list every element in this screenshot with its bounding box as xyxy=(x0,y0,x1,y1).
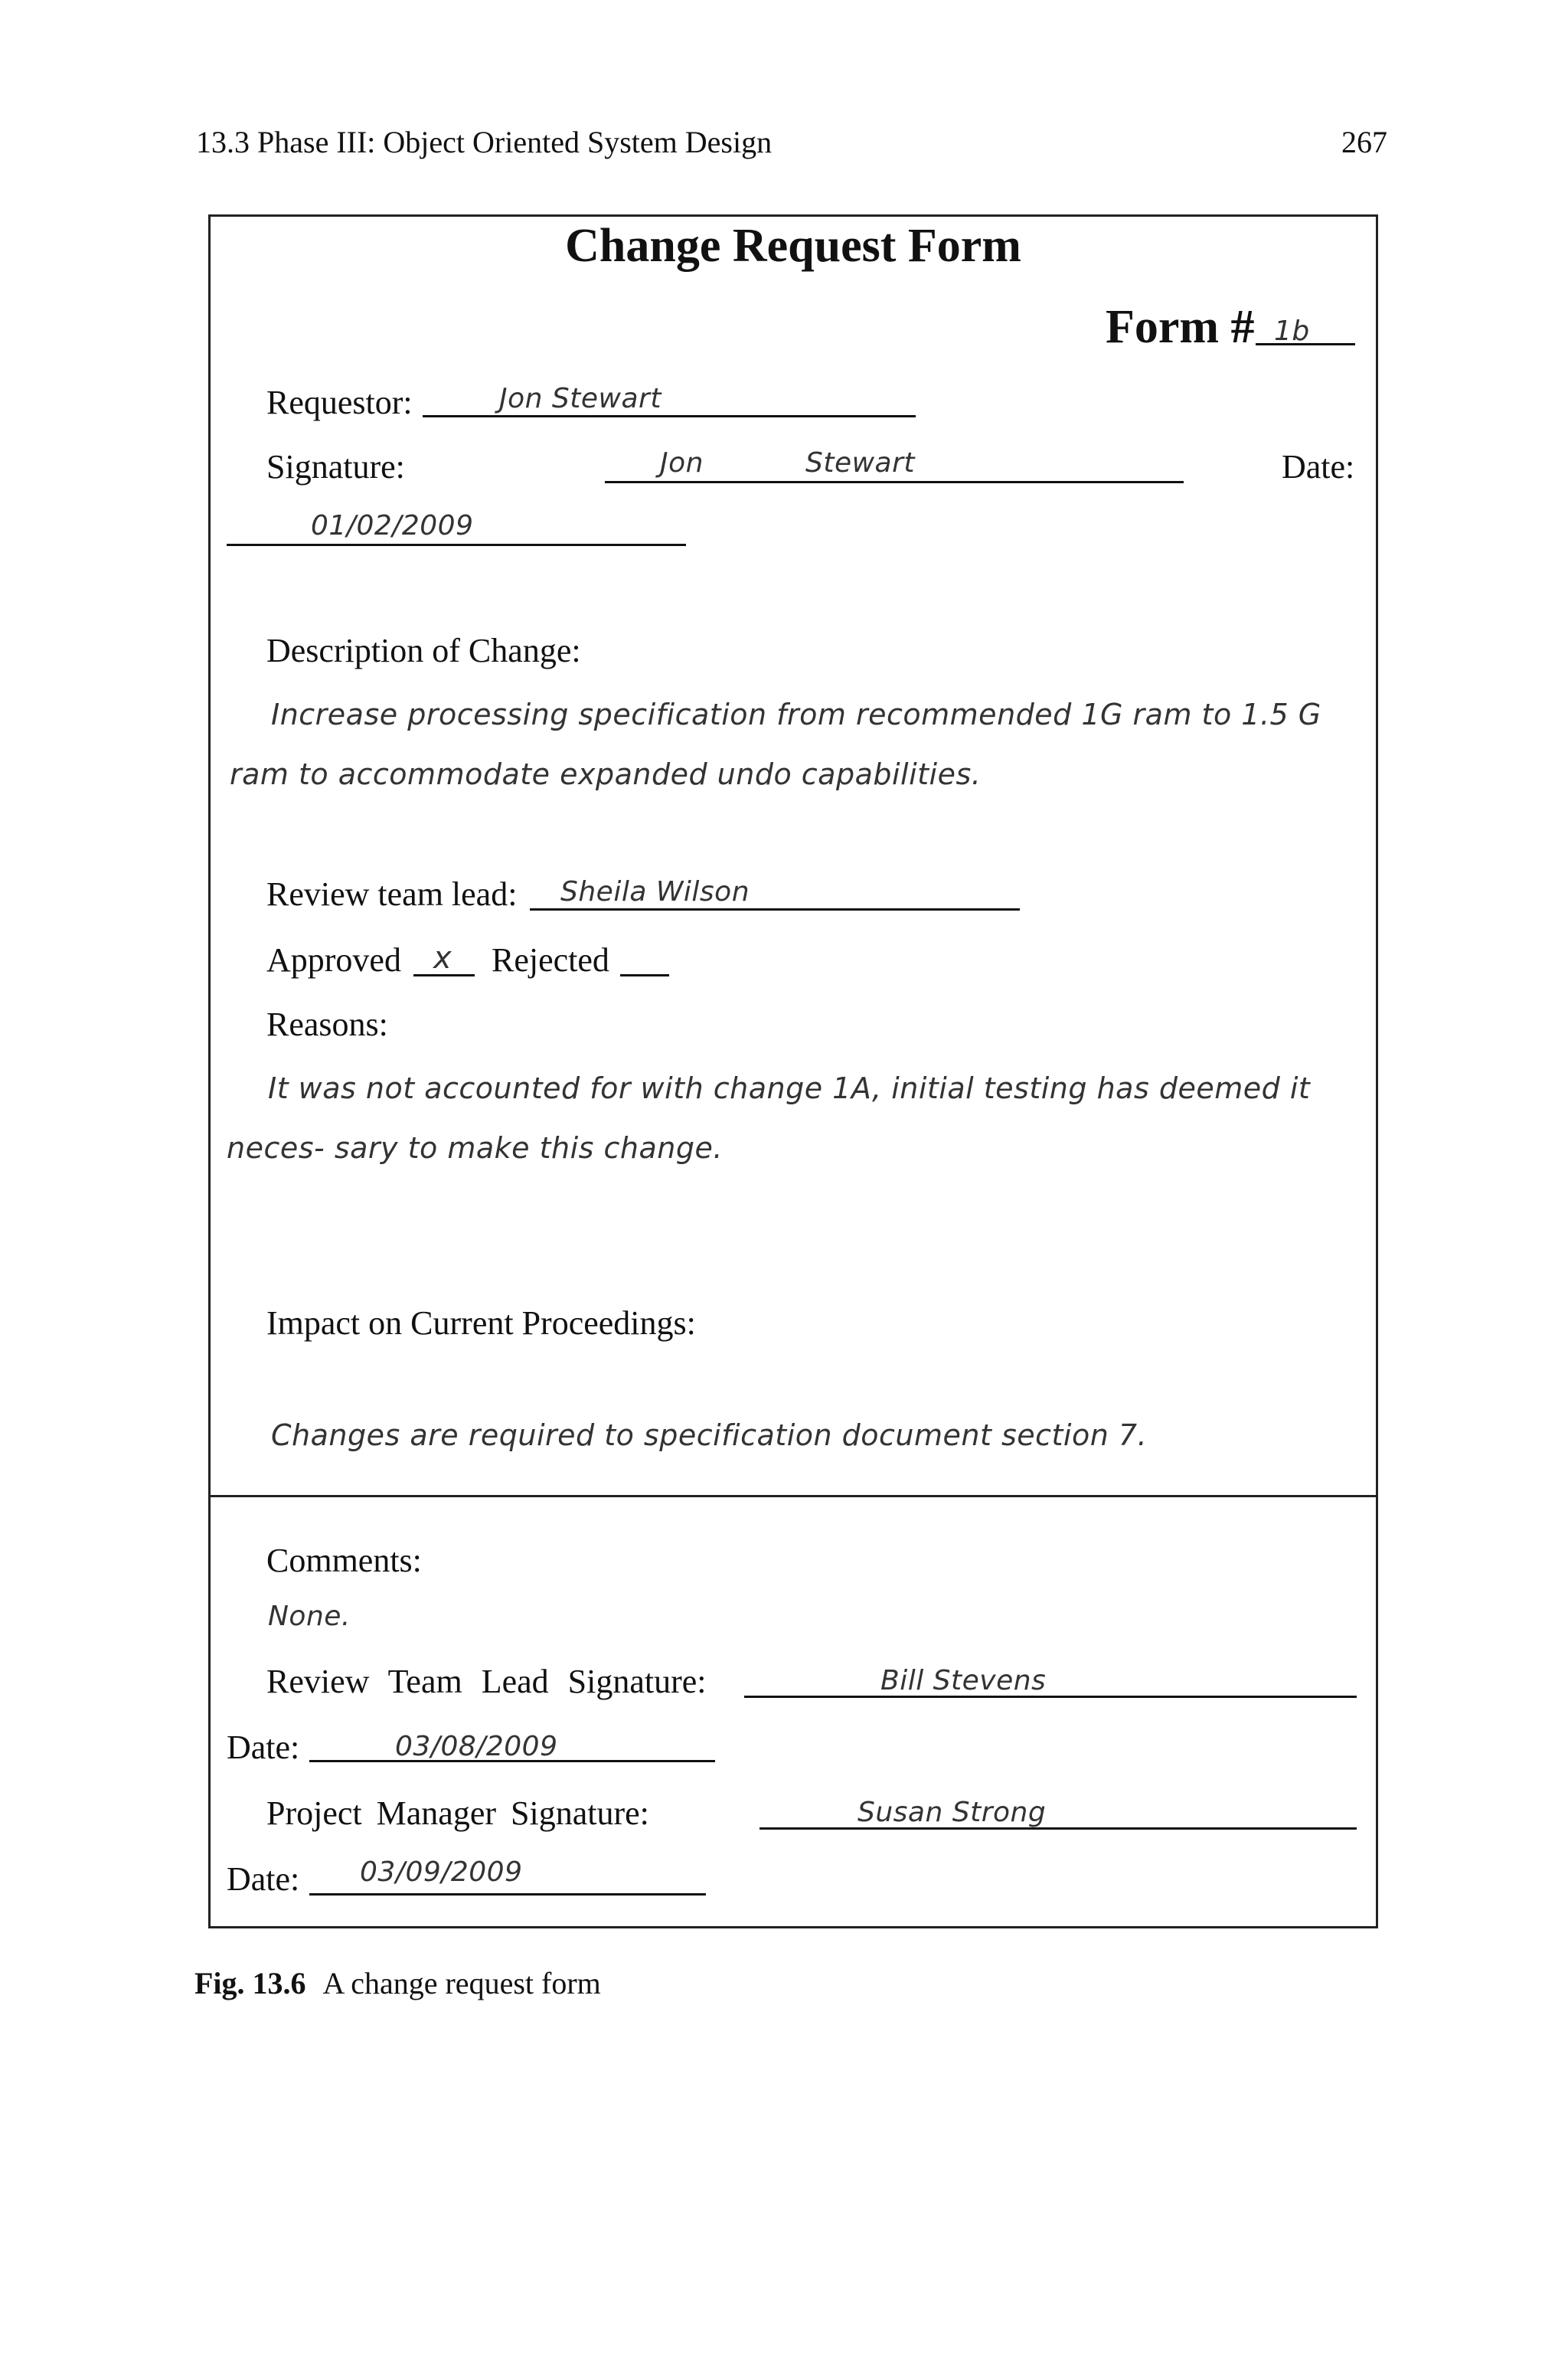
form-number-label: Form # xyxy=(1106,301,1255,353)
requestor-label: Requestor: xyxy=(266,384,413,421)
signature-last: Stewart xyxy=(805,447,916,479)
reasons-text: It was not accounted for with change 1A, initial testing has deemed it neces- sary to make this change. xyxy=(227,1071,1311,1165)
review-date-label: Date: xyxy=(227,1729,300,1766)
review-date-value: 03/08/2009 xyxy=(395,1731,558,1762)
rejected-label: Rejected xyxy=(492,941,609,979)
review-signature-label: Review Team Lead Signature: xyxy=(266,1663,707,1700)
pm-date-value: 03/09/2009 xyxy=(360,1856,523,1888)
comments-value: None. xyxy=(268,1601,351,1632)
description-label: Description of Change: xyxy=(266,632,581,669)
signature-first: Jon xyxy=(660,447,704,479)
running-head: 13.3 Phase III: Object Oriented System Design xyxy=(196,125,773,159)
requestor-line xyxy=(423,415,916,417)
review-signature-value: Bill Stevens xyxy=(880,1665,1047,1696)
comments-label: Comments: xyxy=(266,1542,422,1579)
date-line xyxy=(227,544,686,546)
pm-signature-label: Project Manager Signature: xyxy=(266,1794,649,1832)
signature-line xyxy=(605,481,1184,483)
impact-value: Changes are required to specification document section 7. xyxy=(271,1418,1148,1452)
approved-mark: x xyxy=(433,940,452,976)
reasons-value xyxy=(227,1058,1344,1178)
form-section-divider xyxy=(208,1495,1378,1497)
pm-signature-line xyxy=(760,1827,1357,1830)
date-label: Date: xyxy=(1282,448,1355,486)
approved-label: Approved xyxy=(266,941,401,979)
review-lead-label: Review team lead: xyxy=(266,875,518,913)
figure-caption xyxy=(194,1965,601,2001)
impact-label: Impact on Current Proceedings: xyxy=(266,1304,696,1342)
rejected-line xyxy=(620,974,669,976)
pm-date-label: Date: xyxy=(227,1860,300,1898)
description-text: Increase processing specification from recommended 1G ram to 1.5 G ram to accommodate expanded undo capabilities. xyxy=(230,698,1321,791)
form-number-value: 1b xyxy=(1274,316,1310,347)
form-title: Change Request Form xyxy=(565,220,1021,272)
review-lead-value: Sheila Wilson xyxy=(560,876,750,908)
figure-caption-text: A change request form xyxy=(322,1966,601,2000)
description-value xyxy=(230,685,1348,804)
page-number: 267 xyxy=(1341,125,1387,159)
requestor-value: Jon Stewart xyxy=(499,383,662,414)
review-lead-line xyxy=(530,908,1020,911)
date-value: 01/02/2009 xyxy=(311,510,474,541)
review-signature-line xyxy=(744,1696,1357,1698)
pm-signature-value: Susan Strong xyxy=(858,1797,1047,1828)
pm-date-line xyxy=(309,1893,706,1896)
signature-label: Signature: xyxy=(266,448,405,486)
reasons-label: Reasons: xyxy=(266,1006,388,1043)
figure-label: Fig. 13.6 xyxy=(194,1966,306,2000)
